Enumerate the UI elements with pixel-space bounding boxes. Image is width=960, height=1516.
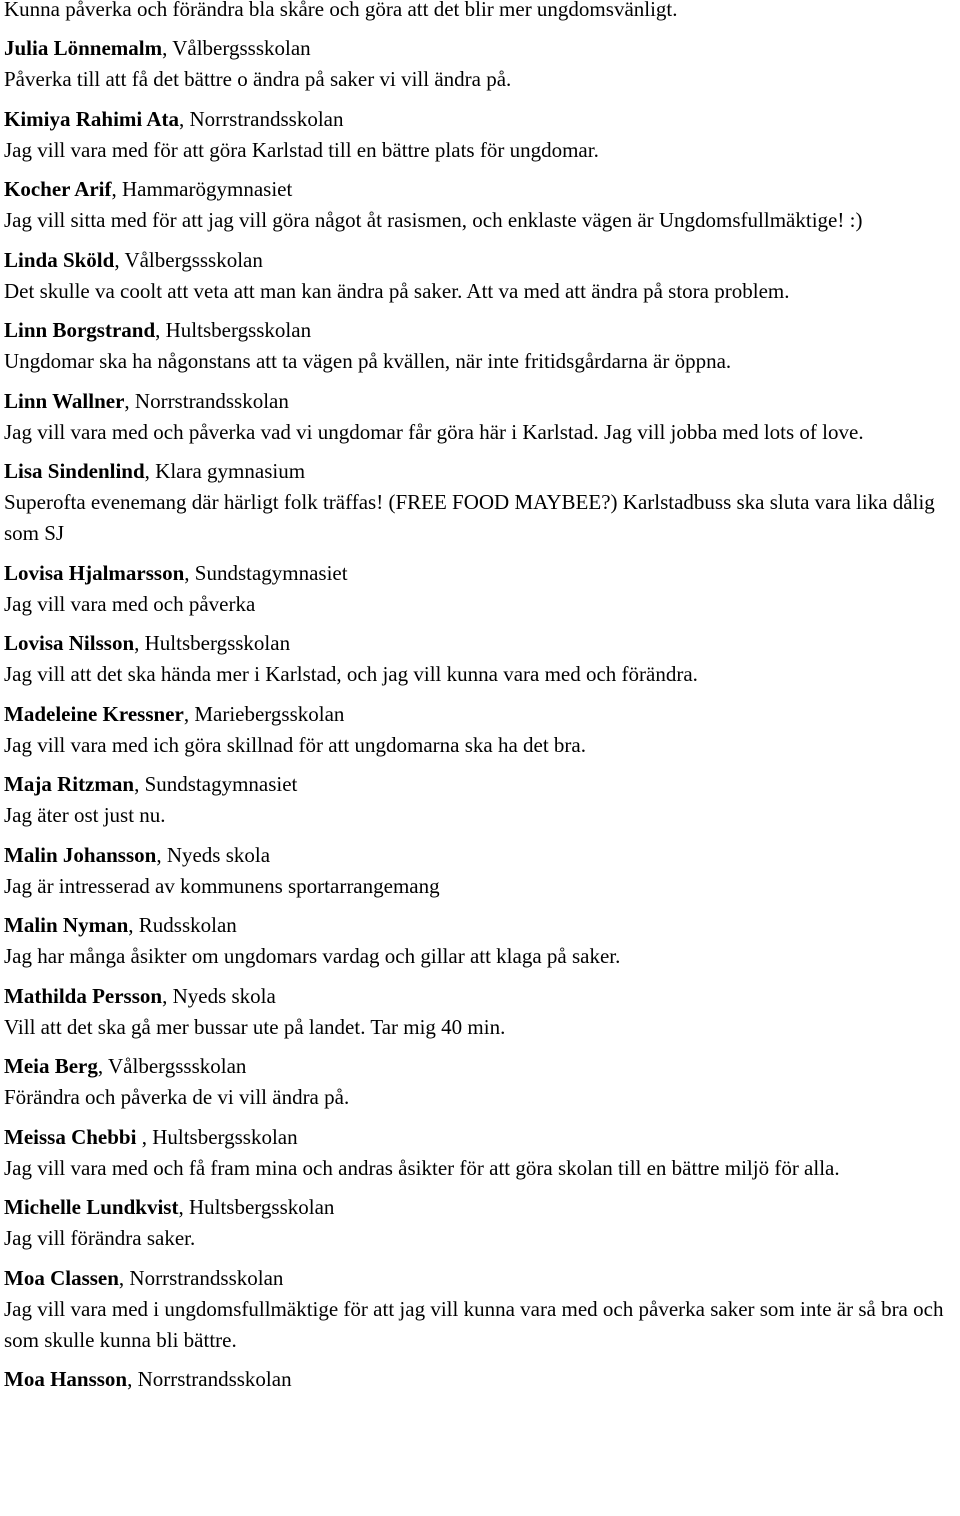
- candidate-name: Moa Classen: [4, 1265, 119, 1290]
- candidate-school: , Hultsbergsskolan: [178, 1195, 335, 1219]
- candidate-name: Mathilda Persson: [4, 983, 163, 1008]
- candidate-entry: [4, 386, 956, 448]
- candidate-school: , Vålbergssskolan: [162, 36, 311, 60]
- candidate-entry: [4, 1122, 956, 1184]
- candidate-header: [4, 104, 956, 135]
- candidate-name: Malin Johansson: [4, 842, 157, 867]
- candidate-statement: Jag vill vara med i ungdomsfullmäktige för att jag vill kunna vara med och påverka saker som inte är så bra och som skulle kunna bli bättre.: [4, 1296, 944, 1352]
- candidate-header: [4, 558, 956, 589]
- candidate-name: Linn Wallner: [4, 388, 125, 413]
- candidate-entry: [4, 245, 956, 307]
- candidate-entry: [4, 1192, 956, 1254]
- candidate-school: , Norrstrandsskolan: [124, 388, 289, 413]
- candidate-entry: [4, 910, 956, 972]
- candidate-header: [4, 628, 956, 659]
- candidate-school: , Hultsbergsskolan: [134, 631, 291, 655]
- candidate-school: , Vålbergssskolan: [97, 1054, 247, 1078]
- candidate-header: [4, 245, 956, 276]
- candidate-school: , Sundstagymnasiet: [184, 560, 348, 585]
- candidate-header: [4, 840, 956, 871]
- candidate-statement: Jag är intresserad av kommunens sportarrangemang: [4, 873, 440, 898]
- candidate-name: Lovisa Nilsson: [4, 631, 135, 655]
- candidate-name: Madeleine Kressner: [4, 701, 184, 726]
- candidate-entry: [4, 33, 956, 95]
- candidate-header: [4, 174, 956, 205]
- candidate-statement: Superofta evenemang där härligt folk träffas! (FREE FOOD MAYBEE?) Karlstadbuss ska sluta vara lika dålig som SJ: [4, 490, 935, 545]
- candidate-school: , Klara gymnasium: [144, 459, 306, 483]
- candidate-header: [4, 981, 956, 1012]
- candidate-entry: [4, 699, 956, 761]
- candidate-statement: Jag vill sitta med för att jag vill göra något åt rasismen, och enklaste vägen är Ungdomsfullmäktige! :): [4, 208, 863, 232]
- candidate-header: [4, 1364, 956, 1395]
- candidate-school: , Hammarögymnasiet: [111, 177, 293, 201]
- candidate-school: , Norrstrandsskolan: [179, 106, 344, 131]
- candidate-name: Kimiya Rahimi Ata: [4, 106, 180, 131]
- candidate-name: Julia Lönnemalm: [4, 36, 163, 60]
- candidate-statement: Förändra och påverka de vi vill ändra på.: [4, 1085, 350, 1109]
- candidate-entry: [4, 315, 956, 377]
- candidate-statement: Jag vill att det ska hända mer i Karlstad, och jag vill kunna vara med och förändra.: [4, 662, 698, 686]
- candidate-name: Linda Sköld: [4, 247, 115, 272]
- candidate-header: [4, 456, 956, 487]
- candidate-statement: Jag vill förändra saker.: [4, 1226, 196, 1250]
- candidate-name: Moa Hansson: [4, 1367, 128, 1391]
- candidate-entry: [4, 104, 956, 166]
- candidate-name: Maja Ritzman: [4, 772, 135, 796]
- candidate-name: Linn Borgstrand: [4, 318, 156, 342]
- candidate-school: , Sundstagymnasiet: [134, 772, 298, 796]
- candidate-name: Kocher Arif: [4, 177, 112, 201]
- candidate-statement: Jag har många åsikter om ungdomars vardag och gillar att klaga på saker.: [4, 944, 621, 968]
- candidate-school: , Rudsskolan: [128, 913, 237, 937]
- candidate-header: [4, 386, 956, 417]
- candidate-header: [4, 1051, 956, 1082]
- candidate-entry: [4, 981, 956, 1043]
- candidate-entry: [4, 840, 956, 902]
- candidate-name: Meia Berg: [4, 1054, 98, 1078]
- candidate-list: [4, 33, 956, 1395]
- candidate-school: , Vålbergssskolan: [114, 247, 263, 272]
- candidate-school: , Nyeds skola: [162, 983, 276, 1008]
- candidate-statement: Ungdomar ska ha någonstans att ta vägen på kvällen, när inte fritidsgårdarna är öppna.: [4, 349, 732, 373]
- candidate-name: Meissa Chebbi: [4, 1124, 137, 1149]
- candidate-entry: [4, 558, 956, 620]
- candidate-entry: [4, 1364, 956, 1395]
- candidate-header: [4, 315, 956, 346]
- candidate-statement: Påverka till att få det bättre o ändra på saker vi vill ändra på.: [4, 67, 512, 91]
- candidate-statement: Jag äter ost just nu.: [4, 803, 166, 827]
- candidate-header: [4, 1122, 956, 1153]
- candidate-statement: Vill att det ska gå mer bussar ute på landet. Tar mig 40 min.: [4, 1014, 506, 1039]
- candidate-header: [4, 1192, 956, 1223]
- candidate-statement: Det skulle va coolt att veta att man kan ändra på saker. Att va med att ändra på stora problem.: [4, 278, 790, 303]
- candidate-name: Lovisa Hjalmarsson: [4, 560, 185, 585]
- candidate-school: , Norrstrandsskolan: [127, 1367, 292, 1391]
- candidate-entry: [4, 1051, 956, 1113]
- candidate-header: [4, 910, 956, 941]
- candidate-statement: Jag vill vara med och påverka vad vi ungdomar får göra här i Karlstad. Jag vill jobba med lots of love.: [4, 419, 864, 444]
- candidate-statement: Jag vill vara med och få fram mina och andras åsikter för att göra skolan till en bättre miljö för alla.: [4, 1155, 840, 1180]
- candidate-school: , Mariebergsskolan: [183, 701, 345, 726]
- candidate-header: [4, 33, 956, 64]
- candidate-school: , Norrstrandsskolan: [118, 1265, 284, 1290]
- candidate-statement: Jag vill vara med för att göra Karlstad till en bättre plats för ungdomar.: [4, 137, 599, 162]
- intro-statement: Kunna påverka och förändra bla skåre och göra att det blir mer ungdomsvänligt.: [4, 0, 678, 21]
- candidate-entry: [4, 769, 956, 831]
- candidate-school: , Hultsbergsskolan: [155, 318, 312, 342]
- candidate-entry: [4, 628, 956, 690]
- candidate-statement: Jag vill vara med ich göra skillnad för att ungdomarna ska ha det bra.: [4, 732, 586, 757]
- candidate-entry: [4, 174, 956, 236]
- candidate-entry: [4, 1263, 956, 1356]
- candidate-name: Malin Nyman: [4, 913, 129, 937]
- candidate-name: Michelle Lundkvist: [4, 1195, 179, 1219]
- candidate-header: [4, 1263, 956, 1294]
- candidate-header: [4, 769, 956, 800]
- candidate-school: , Hultsbergsskolan: [136, 1124, 298, 1149]
- candidate-name: Lisa Sindenlind: [4, 459, 145, 483]
- candidate-header: [4, 699, 956, 730]
- candidate-entry: [4, 456, 956, 549]
- candidate-school: , Nyeds skola: [156, 842, 271, 867]
- candidate-statement: Jag vill vara med och påverka: [4, 591, 256, 616]
